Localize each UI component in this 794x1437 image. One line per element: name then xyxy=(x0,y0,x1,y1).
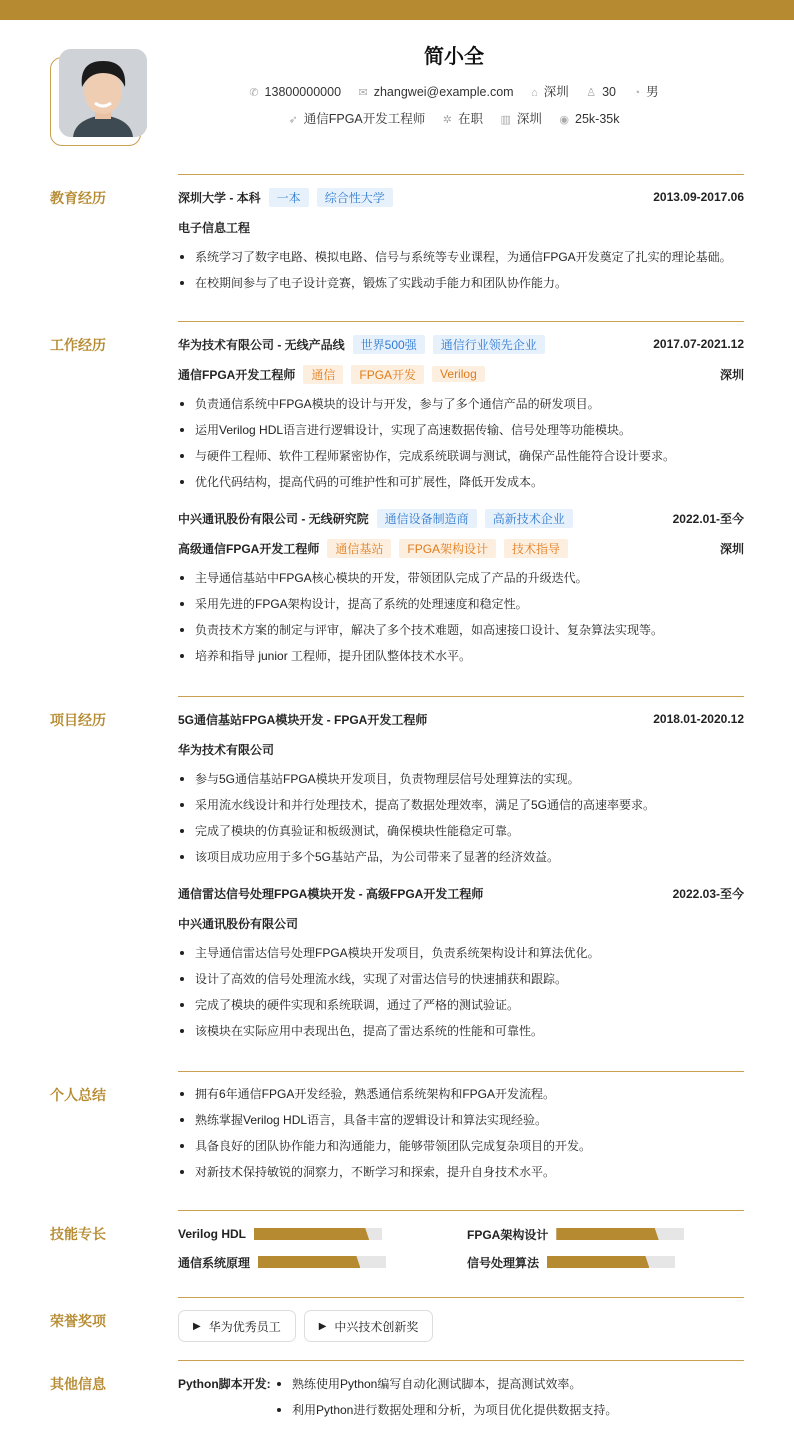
project-company: 华为技术有限公司 xyxy=(178,742,275,757)
section-title: 技能专长 xyxy=(50,1226,106,1242)
divider xyxy=(178,174,744,175)
skill-item xyxy=(178,1255,467,1269)
list-item: 优化代码结构，提高代码的可维护性和可扩展性，降低开发成本。 xyxy=(178,473,744,499)
award-badge xyxy=(304,1310,434,1342)
skill-item xyxy=(467,1227,744,1241)
tag: Verilog xyxy=(432,366,485,382)
tag: 通信设备制造商 xyxy=(377,509,477,528)
tag: 通信行业领先企业 xyxy=(433,335,545,354)
skill-name: 通信系统原理 xyxy=(178,1255,251,1270)
skill-bar xyxy=(556,1228,684,1240)
tag: 通信 xyxy=(303,365,343,384)
tag: 高新技术企业 xyxy=(485,509,573,528)
salary-icon: ◉ xyxy=(559,114,569,126)
other-label: Python脚本开发: xyxy=(178,1377,271,1391)
list-item: 对新技术保持敏锐的洞察力，不断学习和探索，提升自身技术水平。 xyxy=(178,1163,744,1189)
role: 高级通信FPGA开发工程师 xyxy=(178,541,320,556)
project-item xyxy=(178,710,744,874)
date: 2017.07-2021.12 xyxy=(653,337,744,351)
divider xyxy=(178,1210,744,1211)
bullet-list xyxy=(178,248,744,300)
triangle-icon: ▶ xyxy=(193,1320,201,1332)
award-badge xyxy=(178,1310,296,1342)
list-item: 负责通信系统中FPGA模块的设计与开发，参与了多个通信产品的研发项目。 xyxy=(178,395,744,421)
target-job: 通信FPGA开发工程师 xyxy=(303,112,426,126)
job-info-row xyxy=(0,109,794,127)
date: 2013.09-2017.06 xyxy=(653,190,744,204)
list-item: 拥有6年通信FPGA开发经验，熟悉通信系统架构和FPGA开发流程。 xyxy=(178,1085,744,1111)
tag: 综合性大学 xyxy=(317,188,393,207)
section-title: 项目经历 xyxy=(50,712,106,728)
list-item: 利用Python进行数据处理和分析，为项目优化提供数据支持。 xyxy=(275,1401,744,1427)
section-title: 其他信息 xyxy=(50,1376,106,1392)
top-accent-bar xyxy=(0,0,794,20)
candidate-name: 简小全 xyxy=(424,46,484,68)
skill-bar xyxy=(547,1256,675,1268)
list-item: 运用Verilog HDL语言进行逻辑设计，实现了高速数据传输、信号处理等功能模块。 xyxy=(178,421,744,447)
list-item: 负责技术方案的制定与评审，解决了多个技术难题，如高速接口设计、复杂算法实现等。 xyxy=(178,621,744,647)
work-item xyxy=(178,509,744,673)
list-item: 该项目成功应用于多个5G基站产品，为公司带来了显著的经济效益。 xyxy=(178,848,744,874)
bullet-list xyxy=(178,944,744,1048)
triangle-icon: ▶ xyxy=(318,1320,327,1332)
major: 电子信息工程 xyxy=(178,220,251,235)
target-city: 深圳 xyxy=(516,112,542,126)
project-item xyxy=(178,884,744,1048)
section-title: 荣誉奖项 xyxy=(50,1313,106,1329)
divider xyxy=(178,1071,744,1072)
school-title: 深圳大学 - 本科 xyxy=(178,190,261,205)
mail-icon: ✉ xyxy=(358,87,368,99)
city: 深圳 xyxy=(719,541,744,556)
skill-name: Verilog HDL xyxy=(178,1227,247,1241)
award-name: 中兴技术创新奖 xyxy=(334,1319,419,1334)
skill-bar xyxy=(254,1228,382,1240)
city: 深圳 xyxy=(543,85,569,99)
bullet-list xyxy=(178,569,744,673)
age-icon: ♙ xyxy=(586,87,597,99)
home-icon: ⌂ xyxy=(531,87,538,99)
skill-name: FPGA架构设计 xyxy=(467,1227,549,1242)
contact-info-row xyxy=(0,82,794,100)
section-title: 教育经历 xyxy=(50,190,106,206)
divider xyxy=(178,1360,744,1361)
building-icon: ▥ xyxy=(500,114,511,126)
skill-name: 信号处理算法 xyxy=(467,1255,540,1270)
tag: 一本 xyxy=(269,188,309,207)
email: zhangwei@example.com xyxy=(373,85,514,99)
gender-icon: ◔ xyxy=(633,87,641,99)
bullet-list xyxy=(178,1085,744,1189)
skill-bar-fill xyxy=(547,1256,649,1268)
section-title: 个人总结 xyxy=(50,1087,106,1103)
list-item: 设计了高效的信号处理流水线，实现了对雷达信号的快速捕获和跟踪。 xyxy=(178,970,744,996)
skill-item xyxy=(467,1255,744,1269)
skill-item xyxy=(178,1227,467,1241)
list-item: 具备良好的团队协作能力和沟通能力，能够带领团队完成复杂项目的开发。 xyxy=(178,1137,744,1163)
company: 中兴通讯股份有限公司 - 无线研究院 xyxy=(178,511,369,526)
list-item: 系统学习了数字电路、模拟电路、信号与系统等专业课程，为通信FPGA开发奠定了扎实的理论基础。 xyxy=(178,248,744,274)
list-item: 熟练使用Python编写自动化测试脚本，提高测试效率。 xyxy=(275,1375,744,1401)
list-item: 主导通信雷达信号处理FPGA模块开发项目，负责系统架构设计和算法优化。 xyxy=(178,944,744,970)
date: 2022.01-至今 xyxy=(672,511,744,526)
tag: 世界500强 xyxy=(353,335,425,354)
project-title: 5G通信基站FPGA模块开发 - FPGA开发工程师 xyxy=(178,712,428,727)
tag: 通信基站 xyxy=(327,539,391,558)
list-item: 与硬件工程师、软件工程师紧密协作，完成系统联调与测试，确保产品性能符合设计要求。 xyxy=(178,447,744,473)
date: 2018.01-2020.12 xyxy=(653,712,744,726)
phone: 13800000000 xyxy=(264,85,342,99)
gender: 男 xyxy=(646,85,659,99)
phone-icon: ✆ xyxy=(249,87,259,99)
divider xyxy=(178,321,744,322)
skill-bar-fill xyxy=(258,1256,360,1268)
bullet-list xyxy=(178,395,744,499)
project-title: 通信雷达信号处理FPGA模块开发 - 高级FPGA开发工程师 xyxy=(178,886,484,901)
list-item: 熟练掌握Verilog HDL语言，具备丰富的逻辑设计和算法实现经验。 xyxy=(178,1111,744,1137)
divider xyxy=(178,1297,744,1298)
divider xyxy=(178,696,744,697)
tag: FPGA架构设计 xyxy=(399,539,496,558)
company: 华为技术有限公司 - 无线产品线 xyxy=(178,337,345,352)
job-status: 在职 xyxy=(457,112,483,126)
list-item: 培养和指导 junior 工程师，提升团队整体技术水平。 xyxy=(178,647,744,673)
section-title: 工作经历 xyxy=(50,337,106,353)
status-icon: ✲ xyxy=(442,114,452,126)
work-item xyxy=(178,335,744,499)
skill-bar xyxy=(258,1256,386,1268)
project-company: 中兴通讯股份有限公司 xyxy=(178,916,299,931)
send-icon: ➶ xyxy=(288,114,298,126)
list-item: 采用先进的FPGA架构设计，提高了系统的处理速度和稳定性。 xyxy=(178,595,744,621)
tag: FPGA开发 xyxy=(351,365,424,384)
skill-bar-fill xyxy=(556,1228,658,1240)
date: 2022.03-至今 xyxy=(672,886,744,901)
list-item: 主导通信基站中FPGA核心模块的开发，带领团队完成了产品的升级迭代。 xyxy=(178,569,744,595)
skill-bar-fill xyxy=(254,1228,369,1240)
list-item: 完成了模块的硬件实现和系统联调，通过了严格的测试验证。 xyxy=(178,996,744,1022)
tag: 技术指导 xyxy=(504,539,568,558)
bullet-list xyxy=(178,770,744,874)
list-item: 该模块在实际应用中表现出色，提高了雷达系统的性能和可靠性。 xyxy=(178,1022,744,1048)
award-name: 华为优秀员工 xyxy=(208,1319,281,1334)
city: 深圳 xyxy=(719,367,744,382)
age: 30 xyxy=(602,85,616,99)
list-item: 在校期间参与了电子设计竞赛，锻炼了实践动手能力和团队协作能力。 xyxy=(178,274,744,300)
list-item: 采用流水线设计和并行处理技术，提高了数据处理效率，满足了5G通信的高速率要求。 xyxy=(178,796,744,822)
list-item: 参与5G通信基站FPGA模块开发项目，负责物理层信号处理算法的实现。 xyxy=(178,770,744,796)
list-item: 完成了模块的仿真验证和板级测试，确保模块性能稳定可靠。 xyxy=(178,822,744,848)
salary: 25k-35k xyxy=(575,112,620,126)
role: 通信FPGA开发工程师 xyxy=(178,367,296,382)
